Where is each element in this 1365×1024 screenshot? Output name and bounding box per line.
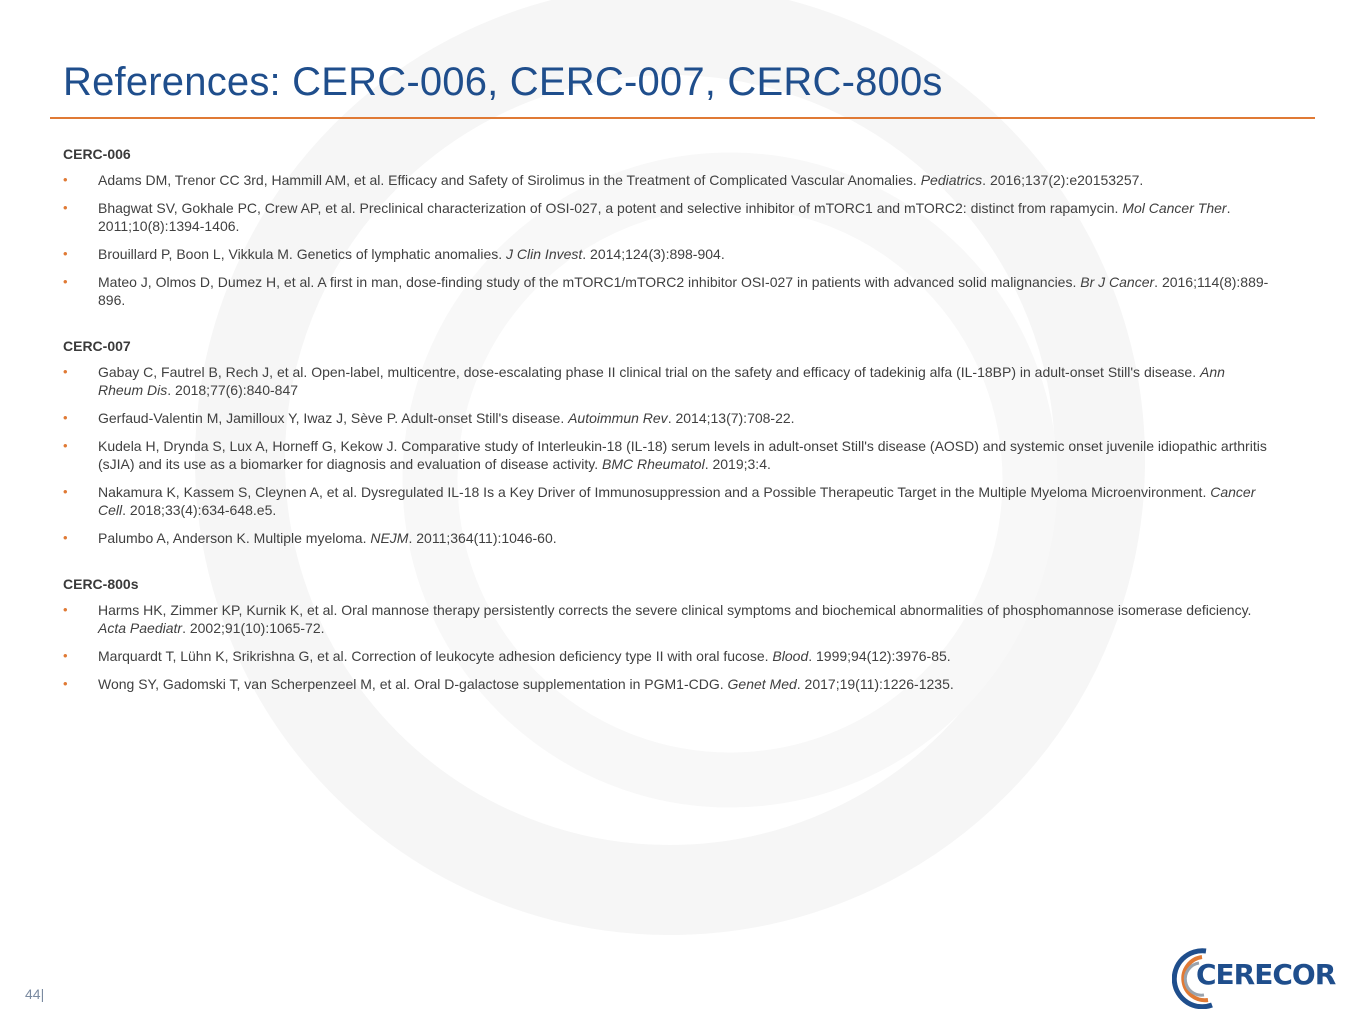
reference-list xyxy=(63,601,1273,693)
journal-name: Mol Cancer Ther xyxy=(1122,200,1227,216)
citation-detail: . 1999;94(12):3976-85. xyxy=(808,648,951,664)
journal-name: BMC Rheumatol xyxy=(602,456,705,472)
title-divider xyxy=(50,117,1315,119)
reference-text: Harms HK, Zimmer KP, Kurnik K, et al. Oral mannose therapy persistently corrects the severe clinical symptoms and biochemical abnormalities of phosphomannose isomerase deficiency. xyxy=(98,602,1252,618)
bullet-icon: • xyxy=(63,246,68,261)
reference-item xyxy=(63,675,1273,693)
reference-text: Adams DM, Trenor CC 3rd, Hammill AM, et al. Efficacy and Safety of Sirolimus in the Treatment of Complicated Vascular Anomalies. xyxy=(98,172,921,188)
reference-item xyxy=(63,647,1273,665)
journal-name: Br J Cancer xyxy=(1080,274,1155,290)
section-cerc-800s xyxy=(63,575,1273,693)
reference-text: Mateo J, Olmos D, Dumez H, et al. A first in man, dose-finding study of the mTORC1/mTORC2 inhibitor OSI-027 in patients with advanced solid malignancies. xyxy=(98,274,1081,290)
reference-item xyxy=(63,601,1273,637)
reference-item xyxy=(63,171,1273,189)
section-heading: CERC-007 xyxy=(63,338,131,354)
reference-item xyxy=(63,363,1273,399)
bullet-icon: • xyxy=(63,274,68,289)
bullet-icon: • xyxy=(63,602,68,617)
journal-name: Pediatrics xyxy=(920,172,983,188)
reference-text: Marquardt T, Lühn K, Srikrishna G, et al. Correction of leukocyte adhesion deficiency type II with oral fucose. xyxy=(98,648,773,664)
reference-item xyxy=(63,483,1273,519)
citation-detail: . 2019;3:4. xyxy=(704,456,771,472)
reference-item xyxy=(63,245,1273,263)
bullet-icon: • xyxy=(63,484,68,499)
citation-detail: . 2014;13(7):708-22. xyxy=(667,410,795,426)
reference-text: Palumbo A, Anderson K. Multiple myeloma. xyxy=(98,530,371,546)
references-content xyxy=(63,145,1273,721)
bullet-icon: • xyxy=(63,172,68,187)
bullet-icon: • xyxy=(63,200,68,215)
journal-name: Genet Med xyxy=(727,676,797,692)
section-cerc-007 xyxy=(63,337,1273,547)
reference-text: Bhagwat SV, Gokhale PC, Crew AP, et al. Preclinical characterization of OSI-027, a potent and selective inhibitor of mTORC1 and mTORC2: distinct from rapamycin. xyxy=(98,200,1123,216)
journal-name: Ann Rheum Dis xyxy=(98,364,1225,398)
citation-detail: . 2002;91(10):1065-72. xyxy=(182,620,325,636)
section-heading: CERC-800s xyxy=(63,576,139,592)
bullet-icon: • xyxy=(63,438,68,453)
reference-text: Nakamura K, Kassem S, Cleynen A, et al. Dysregulated IL-18 Is a Key Driver of Immunosuppression and a Possible Therapeutic Target in the Multiple Myeloma Microenvironment. xyxy=(98,484,1211,500)
reference-text: Gerfaud-Valentin M, Jamilloux Y, Iwaz J, Sève P. Adult-onset Still's disease. xyxy=(98,410,569,426)
citation-detail: . 2014;124(3):898-904. xyxy=(582,246,725,262)
journal-name: J Clin Invest xyxy=(506,246,583,262)
page-number: 44| xyxy=(25,986,45,1002)
reference-item xyxy=(63,199,1273,235)
section-heading: CERC-006 xyxy=(63,146,131,162)
citation-detail: . 2016;114(8):889-896. xyxy=(98,274,1269,308)
bullet-icon: • xyxy=(63,676,68,691)
citation-detail: . 2016;137(2):e20153257. xyxy=(982,172,1144,188)
reference-item xyxy=(63,529,1273,547)
section-cerc-006 xyxy=(63,145,1273,309)
reference-text: Brouillard P, Boon L, Vikkula M. Genetics of lymphatic anomalies. xyxy=(98,246,507,262)
reference-item xyxy=(63,437,1273,473)
citation-detail: . 2011;10(8):1394-1406. xyxy=(98,200,1231,234)
journal-name: Autoimmun Rev xyxy=(568,410,668,426)
journal-name: Cancer Cell xyxy=(98,484,1256,518)
bullet-icon: • xyxy=(63,648,68,663)
reference-text: Gabay C, Fautrel B, Rech J, et al. Open-label, multicentre, dose-escalating phase II clinical trial on the safety and efficacy of tadekinig alfa (IL-18BP) in adult-onset Still's disease. xyxy=(98,364,1200,380)
bullet-icon: • xyxy=(63,364,68,379)
bullet-icon: • xyxy=(63,410,68,425)
citation-detail: . 2011;364(11):1046-60. xyxy=(408,530,557,546)
reference-text: Kudela H, Drynda S, Lux A, Horneff G, Kekow J. Comparative study of Interleukin-18 (IL-18) serum levels in adult-onset Still's disease (AOSD) and systemic onset juvenile idiopathic arthritis (sJIA) and its use as a biomarker for diagnosis and evaluation of disease activity. xyxy=(98,438,1267,472)
journal-name: Blood xyxy=(772,648,809,664)
journal-name: NEJM xyxy=(370,530,409,546)
journal-name: Acta Paediatr xyxy=(98,620,183,636)
citation-detail: . 2017;19(11):1226-1235. xyxy=(796,676,954,692)
bullet-icon: • xyxy=(63,530,68,545)
citation-detail: . 2018;33(4):634-648.e5. xyxy=(122,502,277,518)
logo-text: CERECOR xyxy=(1196,958,1336,991)
reference-item xyxy=(63,409,1273,427)
reference-list xyxy=(63,171,1273,309)
reference-text: Wong SY, Gadomski T, van Scherpenzeel M, et al. Oral D-galactose supplementation in PGM1-CDG. xyxy=(98,676,728,692)
citation-detail: . 2018;77(6):840-847 xyxy=(167,382,299,398)
reference-list xyxy=(63,363,1273,547)
reference-item xyxy=(63,273,1273,309)
page-title: References: CERC-006, CERC-007, CERC-800s xyxy=(63,60,943,104)
cerecor-logo xyxy=(1172,945,1336,1009)
